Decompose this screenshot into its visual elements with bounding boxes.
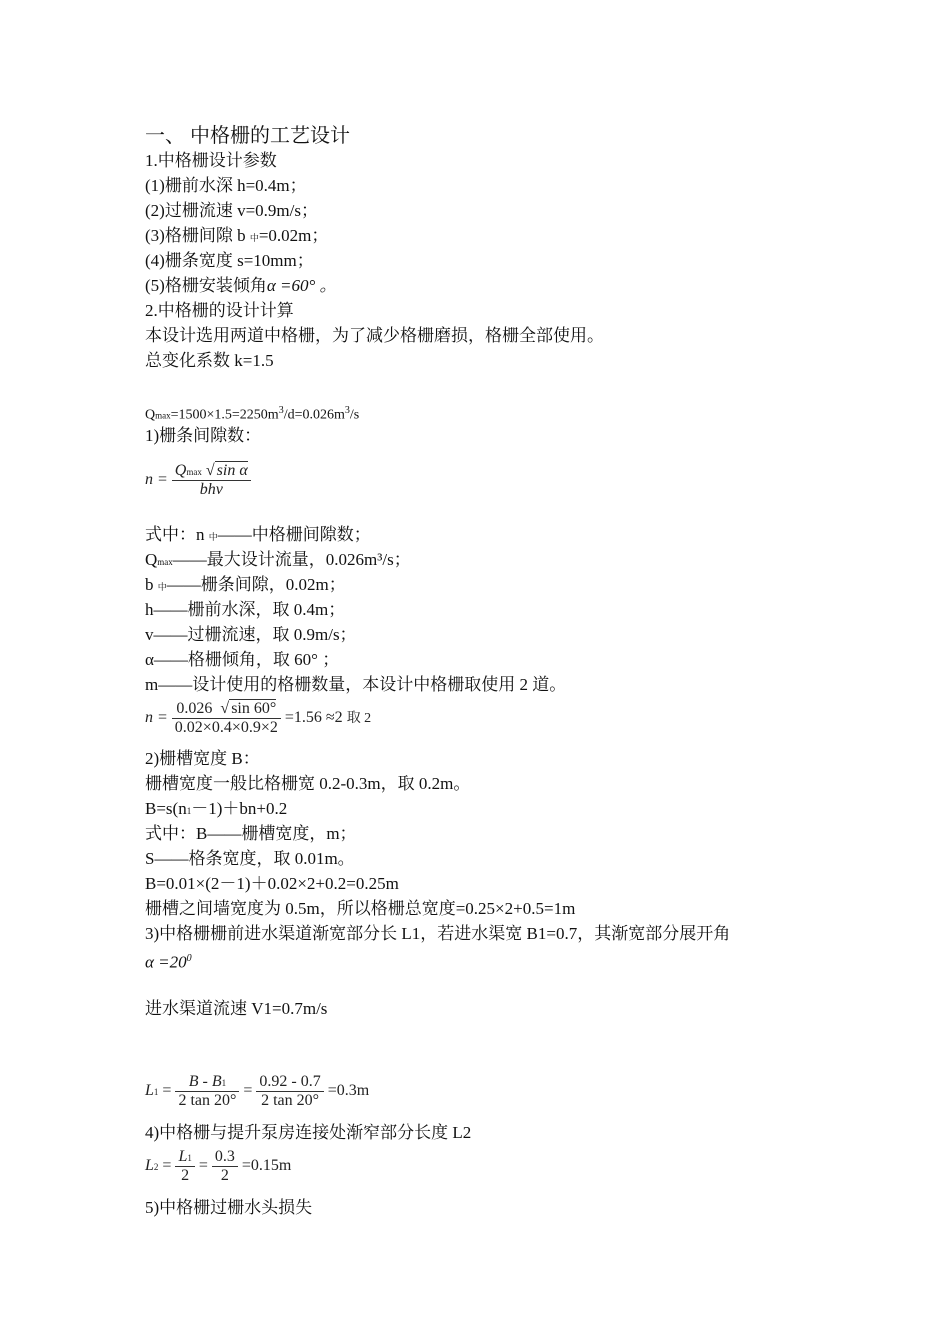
def-b: b 中——栅条间隙，0.02m； [145,575,346,594]
heading-expansion: 3)中格栅栅前进水渠道渐宽部分长 L1，若进水渠宽 B1=0.7，其渐宽部分展开角 [145,924,731,943]
param-depth: (1)栅前水深 h=0.4m； [145,176,307,195]
total-width: 栅槽之间墙宽度为 0.5m，所以格栅总宽度=0.25×2+0.5=1m [145,899,576,918]
variation-coefficient: 总变化系数 k=1.5 [145,351,274,370]
heading-design-params: 1.中格栅设计参数 [145,151,277,170]
def-S: S——格条宽度，取 0.01m。 [145,849,355,868]
formula-gap-calc: n = $\frac{0.026 √ \sin 60^\circ}{0.02\times 0.4\times 0.9\times 2}$ =1.56 ≈2 取 2 [145,700,372,736]
def-v: v——过栅流速，取 0.9m/s； [145,625,357,644]
formula-gap-count: n = $\frac{\text{Qmax √ sin α}}{\text{bhv}}$ [145,462,251,499]
heading-gap-count: 1)栅条间隙数： [145,426,262,445]
def-h: h——栅前水深，取 0.4m； [145,600,346,619]
formula-L1: L1 = $\frac{B - B1}{2 \tan 20^\circ}$ = $\frac{0.92 - 0.7}{2 \tan 20^\circ}$ =0.3m [145,1073,370,1109]
param-velocity: (2)过栅流速 v=0.9m/s； [145,201,318,220]
def-alpha: α——格栅倾角，取 60° ； [145,650,340,669]
heading-design-calc: 2.中格栅的设计计算 [145,301,294,320]
qmax-formula: $Qmax=1500\times 1.5=2250m^3/d=0.026m^3/s$ [145,405,360,423]
channel-width-calc: B=0.01×(2－1)＋0.02×2+0.2=0.25m [145,874,399,893]
param-angle: (5)格栅安装倾角α =60° 。 [145,276,337,295]
heading-channel-width: 2)栅槽宽度 B： [145,749,260,768]
def-n: 式中：n 中——中格栅间隙数； [145,525,371,544]
channel-width-text: 栅槽宽度一般比格栅宽 0.2-0.3m，取 0.2m。 [145,774,471,793]
param-bar-width: (4)栅条宽度 s=10mm； [145,251,314,270]
def-qmax: Qmax——最大设计流量，0.026m³/s； [145,550,411,569]
expansion-angle: $\alpha =20^0$ [145,952,192,972]
heading-head-loss: 5)中格栅过栅水头损失 [145,1198,313,1217]
formula-L2: L2 = $\frac{L1}{2}$ = $\frac{0.3}{2}$ =0.15m [145,1148,292,1184]
inlet-velocity: 进水渠道流速 V1=0.7m/s [145,999,328,1018]
intro-text: 本设计选用两道中格栅，为了减少格栅磨损，格栅全部使用。 [145,326,604,345]
param-gap: (3)格栅间隙 b 中=0.02m； [145,226,329,245]
heading-narrowing: 4)中格栅与提升泵房连接处渐窄部分长度 L2 [145,1123,472,1142]
channel-width-formula: B=s(n1－1)＋bn+0.2 [145,799,288,818]
section-title: 一、 中格栅的工艺设计 [145,125,350,147]
def-m: m——设计使用的格栅数量，本设计中格栅取使用 2 道。 [145,675,567,694]
def-B: 式中：B——栅槽宽度，m； [145,824,357,843]
